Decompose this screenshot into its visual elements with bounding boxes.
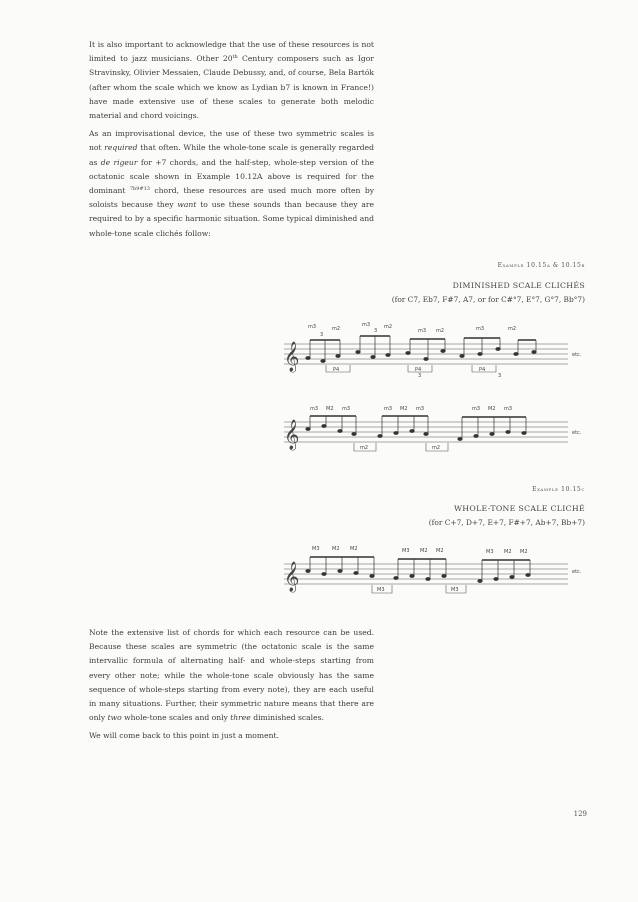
example-title-wholetone: WHOLE-TONE SCALE CLICHÉ [453, 504, 585, 513]
interval-box-label: M3 [451, 587, 459, 593]
triplet-mark: 3 [418, 373, 422, 379]
paragraph-symmetric: Note the extensive list of chords for which each resource can be used. Because these scales are symmetric (the octatonic scale is the same intervallic formula of alternating half- and whole-steps starting from every other note; while the whole-tone scale obviously has the same sequence of whole-steps starting from every note), they are each useful in many situations. Further, their symmetric nature means that there are only two whole-tone scales and only three diminished scales. [89, 628, 374, 723]
etc-text: etc. [572, 430, 582, 436]
paragraph-improvisation: As an improvisational device, the use of these two symmetric scales is not required that often. While the whole-tone scale is generally regarded as de rigeur for +7 chords, and the half-step, whole-step version of the octatonic scale shown in Example 10.12A above is required for the dominant $^{7b9\#13}$ chord, these resources are used much more often by soloists because they want to use these sounds than because they are required to by a specific harmonic situation. Some typical diminished and whole-tone scale clichés follow: [89, 129, 374, 238]
interval-label: M2 [436, 548, 444, 554]
music-staff-diminished-2 [250, 396, 590, 462]
paragraph-composers: It is also important to acknowledge that the use of these resources is not limited to jazz musicians. Other 20th Century composers such as Igor Stravinsky, Olivier Messaien, Claude Debussy, and, of course, Bela Bartók (after whom the scale which we know as Lydian b7 is known in France!) have made extensive use of these scales to generate both melodic material and chord voicings. [89, 40, 374, 121]
interval-label: M2 [326, 406, 334, 412]
interval-label: M2 [332, 546, 340, 552]
example-subtitle-diminished: (for C7, Eb7, F#7, A7, or for C#°7, E°7, G°7, Bb°7) [391, 295, 585, 304]
interval-box-label: P4 [333, 367, 340, 373]
interval-label: m3 [308, 324, 317, 330]
treble-clef-icon: 𝄞 [284, 562, 300, 592]
interval-label: m2 [436, 328, 445, 334]
etc-text: etc. [572, 352, 582, 358]
triplet-mark: 3 [498, 373, 502, 379]
interval-box-label: m2 [360, 445, 369, 451]
interval-label: m3 [416, 406, 425, 412]
music-staff-diminished-1 [250, 318, 590, 384]
interval-label: M2 [504, 549, 512, 555]
interval-label: m3 [504, 406, 513, 412]
treble-clef-icon: 𝄞 [284, 342, 300, 372]
etc-text: etc. [572, 569, 582, 575]
interval-label: m3 [310, 406, 319, 412]
example-title-diminished: DIMINISHED SCALE CLICHÉS [452, 281, 585, 290]
interval-label: m3 [472, 406, 481, 412]
interval-label: m3 [342, 406, 351, 412]
interval-box-label: P4 [479, 367, 486, 373]
interval-label: m3 [362, 322, 371, 328]
example-label-wholetone: Example 10.15c [532, 486, 585, 493]
interval-label: m3 [418, 328, 427, 334]
intro-text [89, 38, 374, 245]
interval-label: M2 [520, 549, 528, 555]
interval-label: m3 [476, 326, 485, 332]
paragraph-closing: We will come back to this point in just a moment. [89, 731, 279, 741]
interval-label: M3 [402, 548, 410, 554]
interval-label: M2 [420, 548, 428, 554]
music-staff-wholetone [250, 538, 590, 604]
interval-label: m2 [384, 324, 393, 330]
conclusion-text [89, 626, 374, 748]
page-number: 129 [573, 810, 587, 818]
interval-label: m2 [332, 326, 341, 332]
interval-label: M3 [312, 546, 320, 552]
example-subtitle-wholetone: (for C+7, D+7, E+7, F#+7, Ab+7, Bb+7) [428, 518, 585, 527]
interval-label: M3 [486, 549, 494, 555]
triplet-mark: 3 [320, 332, 324, 338]
interval-label: m2 [508, 326, 517, 332]
interval-label: M2 [400, 406, 408, 412]
interval-label: M2 [350, 546, 358, 552]
example-label-diminished: Example 10.15a & 10.15b [497, 262, 585, 269]
interval-box-label: m2 [432, 445, 441, 451]
interval-box-label: P4 [415, 367, 422, 373]
triplet-mark: 3 [374, 328, 378, 334]
treble-clef-icon: 𝄞 [284, 420, 300, 450]
interval-label: M2 [488, 406, 496, 412]
interval-label: m3 [384, 406, 393, 412]
interval-box-label: M3 [377, 587, 385, 593]
